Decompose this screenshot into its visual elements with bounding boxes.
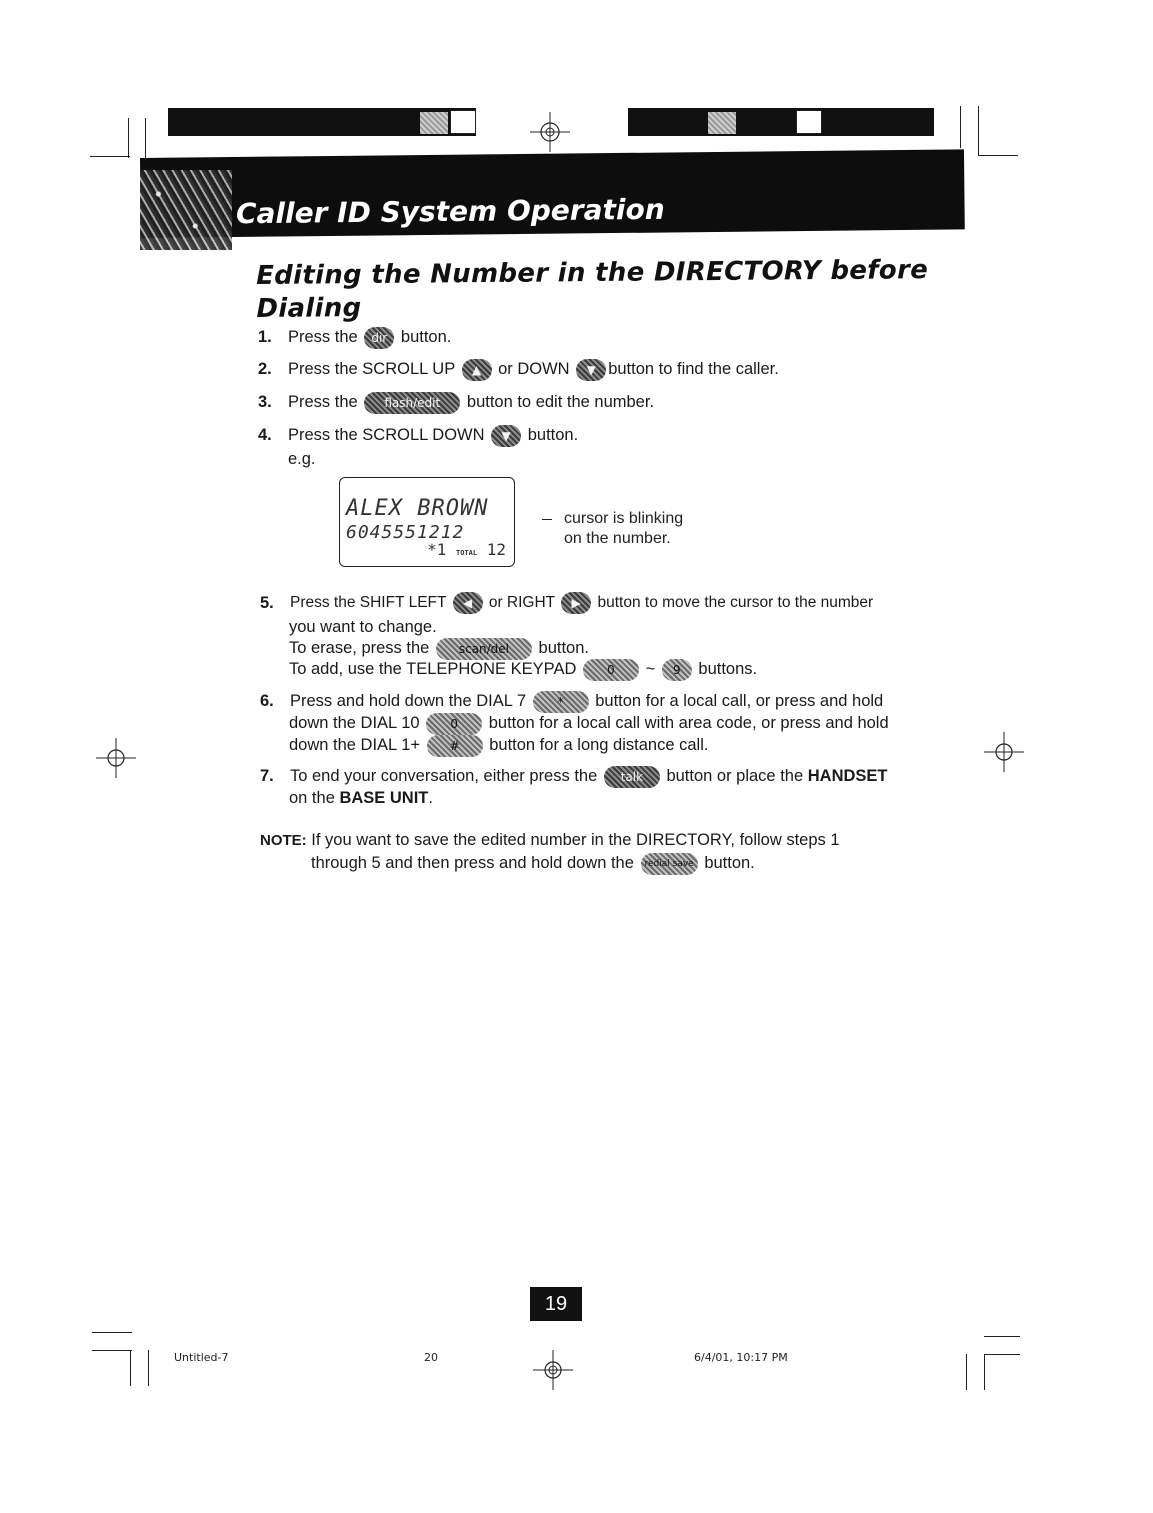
step-text: on the bbox=[289, 789, 335, 807]
step-text: button for a local call with area code, or press and hold bbox=[488, 714, 889, 732]
step-text: button to find the caller. bbox=[608, 360, 779, 378]
step-text: button or place the bbox=[666, 767, 804, 785]
step-text: To end your conversation, either press the bbox=[290, 767, 598, 785]
lcd-total-value: 12 bbox=[486, 540, 506, 559]
step-text-bold: BASE UNIT bbox=[339, 789, 429, 807]
key-0-button-icon: 0 bbox=[426, 713, 482, 735]
note-text: If you want to save the edited number in the DIRECTORY, follow steps 1 bbox=[311, 831, 840, 849]
registration-grey-patch bbox=[708, 112, 736, 134]
step-text: Press and hold down the DIAL 7 bbox=[290, 692, 527, 710]
step-text: Press the SCROLL DOWN bbox=[288, 426, 485, 444]
crop-line bbox=[145, 118, 146, 158]
registration-bar-right bbox=[628, 108, 934, 136]
crop-line bbox=[966, 1354, 967, 1390]
step-text: button. bbox=[527, 426, 579, 444]
crop-line bbox=[128, 118, 129, 158]
crop-line bbox=[92, 1350, 132, 1351]
crosshair-icon bbox=[96, 738, 136, 778]
crop-line bbox=[148, 1350, 149, 1386]
step-text: Press the bbox=[288, 328, 358, 346]
key-0-button-icon: 0 bbox=[583, 659, 639, 681]
shift-right-button-icon: ▶ bbox=[561, 592, 591, 614]
step-5-line bbox=[289, 637, 589, 660]
step-6-line bbox=[289, 712, 889, 735]
step-text: ~ bbox=[645, 660, 656, 678]
page-number: 19 bbox=[530, 1287, 582, 1321]
step-number: 7. bbox=[260, 767, 274, 785]
step-5-line bbox=[289, 658, 757, 681]
scroll-down-button-icon: ▼ bbox=[491, 425, 521, 447]
slug-date: 6/4/01, 10:17 PM bbox=[694, 1351, 788, 1364]
step-number: 2. bbox=[258, 360, 272, 378]
step-text: Press the SHIFT LEFT bbox=[290, 594, 447, 612]
example-label: e.g. bbox=[288, 450, 316, 468]
crosshair-icon bbox=[984, 732, 1024, 772]
lcd-status bbox=[427, 540, 506, 559]
registration-light-patch bbox=[450, 110, 476, 134]
lcd-callout bbox=[542, 509, 683, 549]
crosshair-icon bbox=[530, 112, 570, 152]
step-number: 4. bbox=[258, 426, 272, 444]
scan-del-button-icon: scan/del bbox=[436, 638, 532, 660]
lcd-display bbox=[339, 477, 515, 567]
step-6-line bbox=[289, 734, 708, 757]
crop-line bbox=[978, 106, 979, 156]
step-number: 6. bbox=[260, 692, 274, 710]
step-number: 5. bbox=[260, 594, 274, 612]
step-text: down the DIAL 10 bbox=[289, 714, 420, 732]
band-title: Caller ID System Operation bbox=[235, 192, 665, 231]
crop-line bbox=[984, 1354, 985, 1390]
lcd-total-label: TOTAL bbox=[456, 549, 478, 557]
step-text: or DOWN bbox=[498, 360, 570, 378]
key-9-button-icon: 9 bbox=[662, 659, 692, 681]
step-number: 1. bbox=[258, 328, 272, 346]
crosshair-icon bbox=[533, 1350, 573, 1390]
step-text: . bbox=[428, 789, 433, 807]
scroll-up-button-icon: ▲ bbox=[462, 359, 492, 381]
note-label: NOTE: bbox=[260, 832, 307, 849]
step-text: To add, use the TELEPHONE KEYPAD bbox=[289, 660, 577, 678]
callout-dash bbox=[542, 519, 552, 520]
lcd-name: ALEX BROWN bbox=[346, 496, 489, 521]
step-text: or RIGHT bbox=[488, 594, 555, 612]
registration-light-patch bbox=[796, 110, 822, 134]
slug-filename: Untitled-7 bbox=[174, 1351, 229, 1364]
step-text: buttons. bbox=[698, 660, 758, 678]
step-text: Press the SCROLL UP bbox=[288, 360, 455, 378]
note-block bbox=[260, 829, 925, 875]
slug-page: 20 bbox=[424, 1351, 438, 1364]
crop-line bbox=[984, 1336, 1020, 1337]
step-text: button. bbox=[400, 328, 452, 346]
crop-line bbox=[92, 1332, 132, 1333]
lcd-index: *1 bbox=[427, 540, 447, 559]
step-text-bold: HANDSET bbox=[807, 767, 888, 785]
key-hash-button-icon: # bbox=[427, 735, 483, 757]
shift-left-button-icon: ◀ bbox=[453, 592, 483, 614]
callout-line: on the number. bbox=[564, 530, 671, 547]
step-text: Press the bbox=[288, 393, 358, 411]
section-title: Editing the Number in the DIRECTORY before Dialing bbox=[256, 255, 929, 324]
crop-line bbox=[130, 1350, 131, 1386]
dir-button-icon: dir bbox=[364, 327, 394, 349]
step-5-line: you want to change. bbox=[289, 618, 437, 636]
step-text: button for a long distance call. bbox=[489, 736, 709, 754]
crop-line bbox=[960, 106, 961, 148]
talk-button-icon: talk bbox=[604, 766, 660, 788]
callout-line: cursor is blinking bbox=[564, 510, 684, 527]
registration-grey-patch bbox=[420, 112, 448, 134]
step-7-line bbox=[289, 787, 433, 809]
redial-save-button-icon: redial save bbox=[641, 853, 698, 875]
step-text: button. bbox=[538, 639, 589, 657]
crop-line bbox=[978, 155, 1018, 156]
crop-line bbox=[984, 1354, 1020, 1355]
note-text: button. bbox=[704, 854, 755, 872]
step-text: button to move the cursor to the number bbox=[597, 594, 874, 612]
step-number: 3. bbox=[258, 393, 272, 411]
step-text: button to edit the number. bbox=[466, 393, 655, 411]
scroll-down-button-icon: ▼ bbox=[576, 359, 606, 381]
step-text: To erase, press the bbox=[289, 639, 430, 657]
key-star-button-icon: * bbox=[533, 691, 589, 713]
flash-edit-button-icon: flash/edit bbox=[364, 392, 460, 414]
step-text: button for a local call, or press and hold bbox=[595, 692, 884, 710]
crop-line bbox=[90, 156, 130, 157]
step-text: down the DIAL 1+ bbox=[289, 736, 421, 754]
header-band-texture bbox=[140, 170, 232, 250]
note-text: through 5 and then press and hold down the bbox=[311, 854, 634, 872]
lcd-number: 6045551212 bbox=[346, 522, 465, 543]
